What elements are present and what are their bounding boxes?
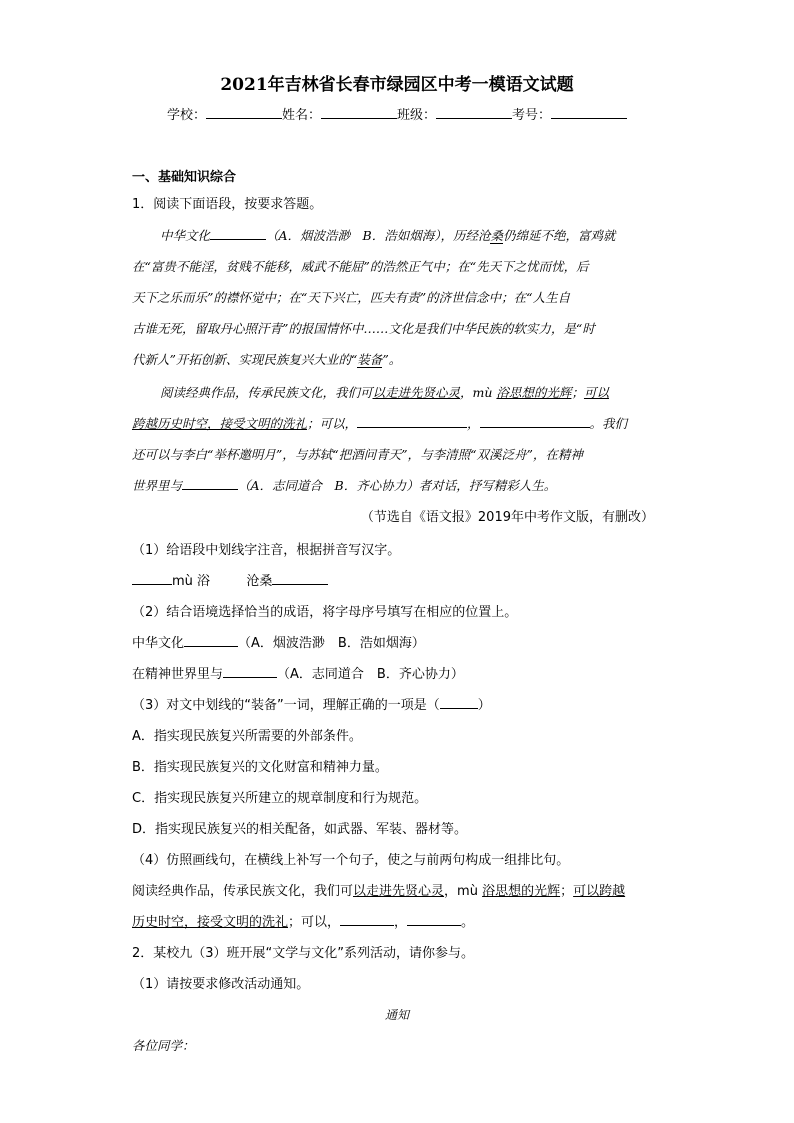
answer-blank[interactable]	[210, 226, 266, 240]
answer-blank[interactable]	[272, 571, 328, 585]
sub-question-1: （1）给语段中划线字注音，根据拼音写汉字。	[132, 543, 401, 558]
question-2: 2．某校九（3）班开展“文学与文化”系列活动，请你参与。	[132, 946, 475, 961]
answer-blank[interactable]	[132, 571, 172, 585]
sub-question-2b: 在精神世界里与 （A．志同道合 B．齐心协力）	[132, 663, 464, 682]
passage-line: 阅读经典作品，传承民族文化，我们可以走进先贤心灵，mù 浴思想的光辉；可以	[160, 385, 609, 400]
section-heading: 一、基础知识综合	[132, 170, 237, 185]
sub-question-4: （4）仿照画线句，在横线上补写一个句子，使之与前两句构成一组排比句。	[132, 853, 570, 868]
name-label: 姓名：	[281, 108, 321, 123]
name-blank[interactable]	[321, 105, 397, 119]
sub-question-4-line: 历史时空，接受文明的洗礼；可以， ， 。	[132, 911, 474, 930]
passage-line: 还可以与李白“举杯邀明月”，与苏轼“把酒问青天”，与李清照“双溪泛舟”，在精神	[132, 447, 583, 462]
question-2-sub-1: （1）请按要求修改活动通知。	[132, 977, 310, 992]
sub-question-2: （2）结合语境选择恰当的成语，将字母序号填写在相应的位置上。	[132, 605, 518, 620]
passage-line: 在“富贵不能淫，贫贱不能移，威武不能屈”的浩然正气中；在“先天下之忧而忧，后	[132, 259, 589, 274]
class-label: 班级：	[397, 108, 437, 123]
school-blank[interactable]	[206, 105, 282, 119]
option-a: A．指实现民族复兴所需要的外部条件。	[132, 729, 362, 744]
answer-blank[interactable]	[182, 476, 238, 490]
question-1: 1．阅读下面语段，按要求答题。	[132, 197, 323, 212]
option-c: C．指实现民族复兴所建立的规章制度和行为规范。	[132, 791, 428, 806]
source-note: （节选自《语文报》2019年中考作文版，有删改）	[360, 510, 654, 525]
notice-title: 通知	[384, 1008, 409, 1022]
passage-line: 代新人”开拓创新、实现民族复兴大业的“装备”。	[132, 352, 402, 367]
sub-question-4-line: 阅读经典作品，传承民族文化，我们可以走进先贤心灵，mù 浴思想的光辉；可以跨越	[132, 884, 626, 899]
page-title: 2021年吉林省长春市绿园区中考一模语文试题	[220, 75, 574, 95]
passage-line: 中华文化 （A．烟波浩渺 B．浩如烟海），历经沧桑仍绵延不绝，富鸡就	[160, 228, 616, 243]
answer-blank[interactable]	[340, 912, 394, 926]
sub-question-2a: 中华文化 （A．烟波浩渺 B．浩如烟海）	[132, 632, 425, 651]
passage-line: 跨越历史时空，接受文明的洗礼；可以， ， 。我们	[132, 416, 628, 431]
class-blank[interactable]	[436, 105, 512, 119]
school-label: 学校：	[166, 108, 206, 123]
option-d: D．指实现民族复兴的相关配备，如武器、军装、器材等。	[132, 822, 468, 837]
number-label: 考号：	[512, 108, 552, 123]
sub-question-3: （3）对文中划线的“装备”一词，理解正确的一项是（ ）	[132, 694, 491, 713]
option-b: B．指实现民族复兴的文化财富和精神力量。	[132, 760, 388, 775]
answer-blank[interactable]	[357, 414, 467, 428]
sub-question-1-answer: mù 浴 沧桑	[132, 570, 328, 589]
passage-line: 古谁无死，留取丹心照汗青”的报国情怀中……文化是我们中华民族的软实力，是“时	[132, 321, 595, 336]
student-info-line	[0, 104, 794, 123]
answer-blank[interactable]	[184, 633, 238, 647]
passage-line: 世界里与 （A．志同道合 B．齐心协力）者对话，抒写精彩人生。	[132, 478, 557, 493]
answer-blank[interactable]	[223, 664, 277, 678]
answer-blank[interactable]	[440, 695, 478, 709]
notice-greeting: 各位同学：	[132, 1038, 195, 1053]
answer-blank[interactable]	[407, 912, 461, 926]
passage-line: 天下之乐而乐”的襟怀觉中；在“天下兴亡，匹夫有责”的济世信念中；在“人生自	[132, 290, 571, 305]
answer-blank[interactable]	[480, 414, 590, 428]
number-blank[interactable]	[551, 105, 627, 119]
